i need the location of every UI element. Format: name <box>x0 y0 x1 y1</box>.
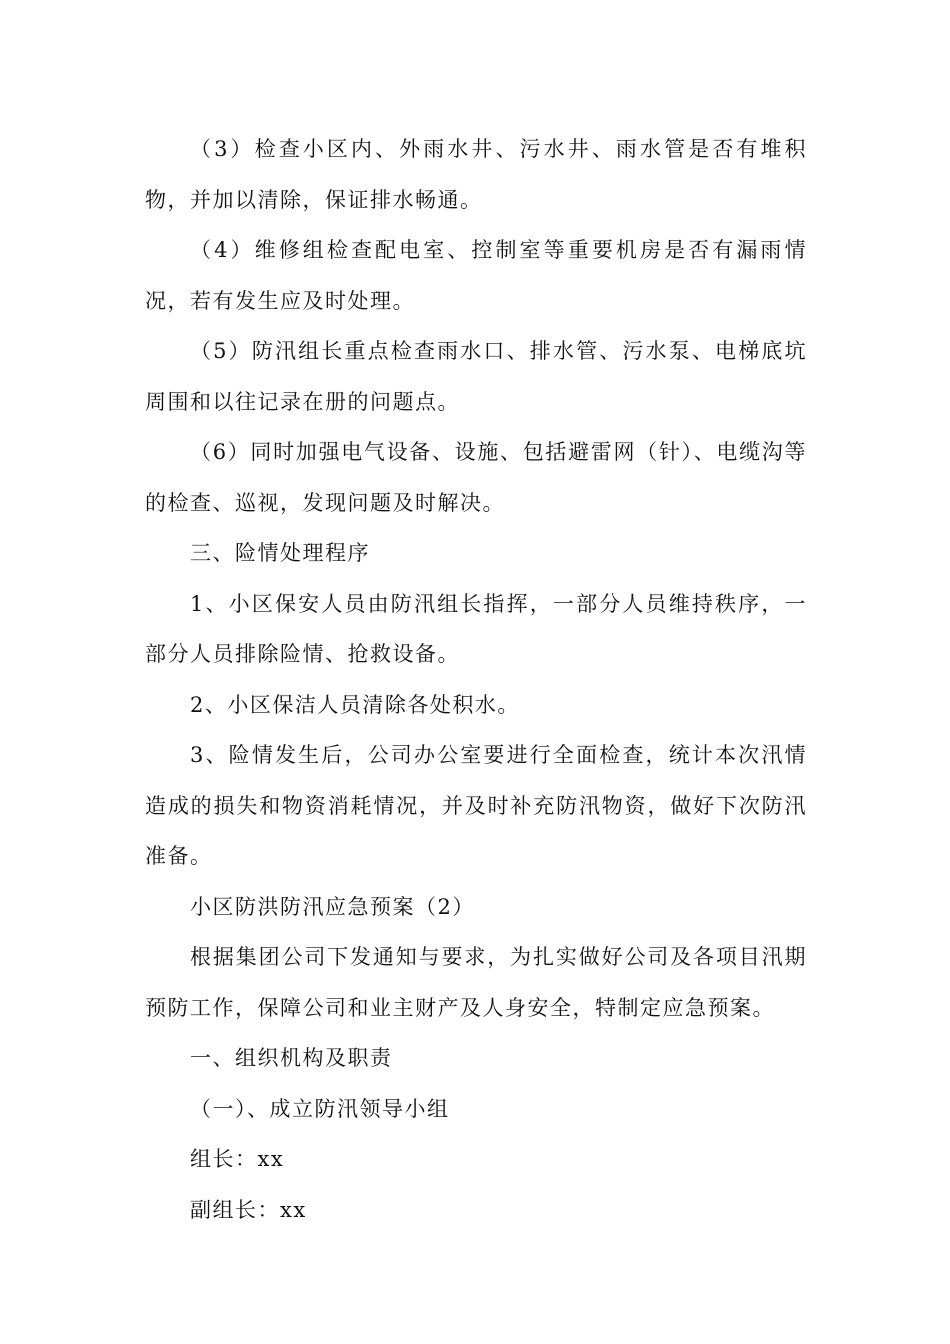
subsection-heading-leadership-group: （一）、成立防汛领导小组 <box>190 1096 450 1121</box>
paragraph-inspect-machine-rooms: （4）维修组检查配电室、控制室等重要机房是否有漏雨情况，若有发生应及时处理。 <box>145 238 807 313</box>
paragraph-inspect-key-points: （5）防汛组长重点检查雨水口、排水管、污水泵、电梯底坑周围和以往记录在册的问题点。 <box>145 339 807 414</box>
paragraph-post-incident: 3、险情发生后，公司办公室要进行全面检查，统计本次汛情造成的损失和物资消耗情况，并及时补充防汛物资，做好下次防汛准备。 <box>145 743 807 868</box>
paragraph-inspect-drains: （3）检查小区内、外雨水井、污水井、雨水管是否有堆积物，并加以清除，保证排水畅通。 <box>145 137 807 212</box>
team-leader-line: 组长：xx <box>190 1147 285 1171</box>
section-heading-emergency-procedure: 三、险情处理程序 <box>190 541 370 565</box>
deputy-leader-line: 副组长：xx <box>190 1197 307 1222</box>
paragraph-plan-intro: 根据集团公司下发通知与要求，为扎实做好公司及各项目汛期预防工作，保障公司和业主财产及人身安全，特制定应急预案。 <box>145 945 807 1020</box>
document-body <box>145 124 807 1235</box>
plan-title: 小区防洪防汛应急预案（2） <box>190 894 475 919</box>
paragraph-security-staff: 1、小区保安人员由防汛组长指挥，一部分人员维持秩序，一部分人员排除险情、抢救设备。 <box>145 591 807 666</box>
paragraph-electrical-inspection: （6）同时加强电气设备、设施、包括避雷网（针）、电缆沟等的检查、巡视，发现问题及时解决。 <box>145 440 807 515</box>
paragraph-cleaning-staff: 2、小区保洁人员清除各处积水。 <box>190 692 520 717</box>
section-heading-organization: 一、组织机构及职责 <box>190 1046 393 1070</box>
